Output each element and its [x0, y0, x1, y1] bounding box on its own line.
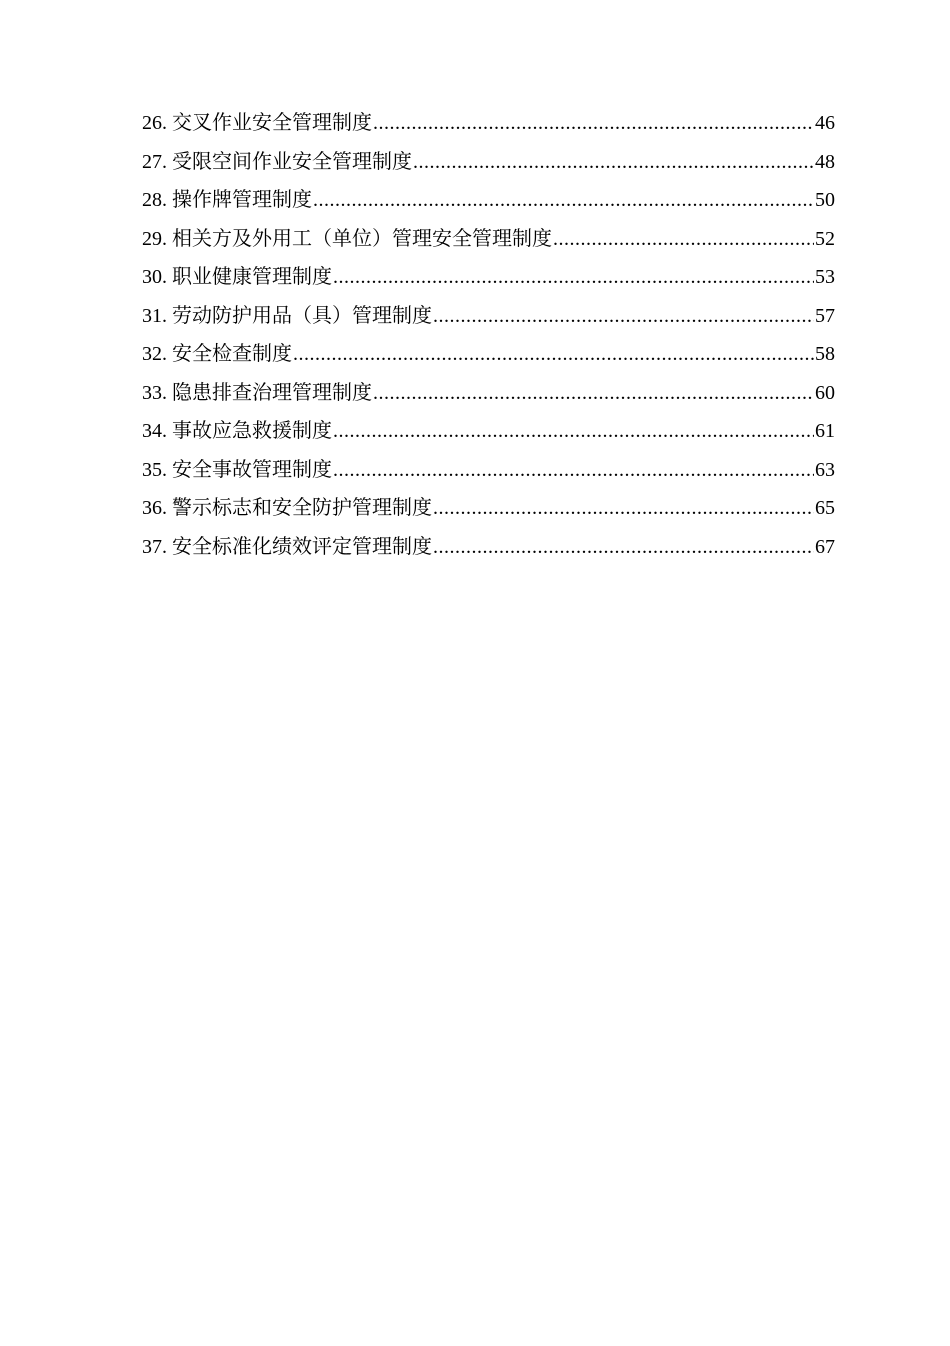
toc-entry-number: 29. — [142, 227, 167, 250]
toc-entry-page: 61 — [815, 420, 835, 442]
toc-entry-title: 职业健康管理制度 — [172, 266, 332, 288]
toc-entry-number: 31. — [142, 304, 167, 327]
toc-dot-leader — [313, 185, 814, 215]
toc-entry-number: 26. — [142, 112, 167, 134]
toc-entry-page: 65 — [815, 497, 835, 519]
toc-entry-title: 安全事故管理制度 — [172, 458, 332, 481]
toc-entry-title: 安全检查制度 — [172, 343, 292, 365]
toc-entry-number: 33. — [142, 381, 167, 404]
toc-entry[interactable] — [142, 108, 835, 147]
toc-entry-page: 48 — [815, 150, 835, 173]
toc-dot-leader — [373, 378, 814, 408]
toc-dot-leader — [433, 493, 814, 523]
toc-entry-title: 隐患排查治理管理制度 — [172, 381, 372, 404]
toc-entry[interactable] — [142, 378, 835, 417]
toc-dot-leader — [373, 108, 814, 138]
toc-entry-number: 32. — [142, 343, 167, 365]
toc-entry-number: 30. — [142, 266, 167, 288]
toc-entry[interactable] — [142, 532, 835, 571]
toc-entry-number: 34. — [142, 420, 167, 442]
toc-dot-leader — [553, 224, 814, 254]
toc-entry[interactable] — [142, 339, 835, 378]
toc-entry[interactable] — [142, 301, 835, 340]
toc-entry-title: 安全标准化绩效评定管理制度 — [172, 535, 432, 558]
toc-entry[interactable] — [142, 416, 835, 455]
toc-entry-title: 受限空间作业安全管理制度 — [172, 150, 412, 173]
toc-entry-page: 58 — [815, 343, 835, 365]
toc-entry-title: 交叉作业安全管理制度 — [172, 112, 372, 134]
toc-entry[interactable] — [142, 262, 835, 301]
toc-entry[interactable] — [142, 185, 835, 224]
toc-entry-title: 操作牌管理制度 — [172, 189, 312, 211]
toc-entry-number: 37. — [142, 535, 167, 558]
toc-entry-number: 27. — [142, 150, 167, 173]
toc-entry-page: 67 — [815, 535, 835, 558]
toc-entry-title: 事故应急救援制度 — [172, 420, 332, 442]
toc-entry[interactable] — [142, 493, 835, 532]
toc-entry-page: 46 — [815, 112, 835, 134]
table-of-contents — [142, 108, 835, 570]
toc-dot-leader — [333, 262, 814, 292]
toc-entry[interactable] — [142, 455, 835, 494]
toc-entry-page: 63 — [815, 458, 835, 481]
toc-entry-page: 57 — [815, 304, 835, 327]
toc-entry-title: 警示标志和安全防护管理制度 — [172, 497, 432, 519]
toc-dot-leader — [333, 455, 814, 485]
toc-entry-page: 52 — [815, 227, 835, 250]
toc-entry[interactable] — [142, 224, 835, 263]
toc-dot-leader — [433, 301, 814, 331]
toc-dot-leader — [333, 416, 814, 446]
toc-entry-number: 36. — [142, 497, 167, 519]
toc-entry-title: 劳动防护用品（具）管理制度 — [172, 304, 432, 327]
toc-dot-leader — [433, 532, 814, 562]
toc-entry-page: 60 — [815, 381, 835, 404]
toc-entry-page: 53 — [815, 266, 835, 288]
toc-dot-leader — [293, 339, 814, 369]
toc-entry-title: 相关方及外用工（单位）管理安全管理制度 — [172, 227, 552, 250]
toc-entry-page: 50 — [815, 189, 835, 211]
toc-entry[interactable] — [142, 147, 835, 186]
toc-entry-number: 35. — [142, 458, 167, 481]
toc-dot-leader — [413, 147, 814, 177]
toc-entry-number: 28. — [142, 189, 167, 211]
